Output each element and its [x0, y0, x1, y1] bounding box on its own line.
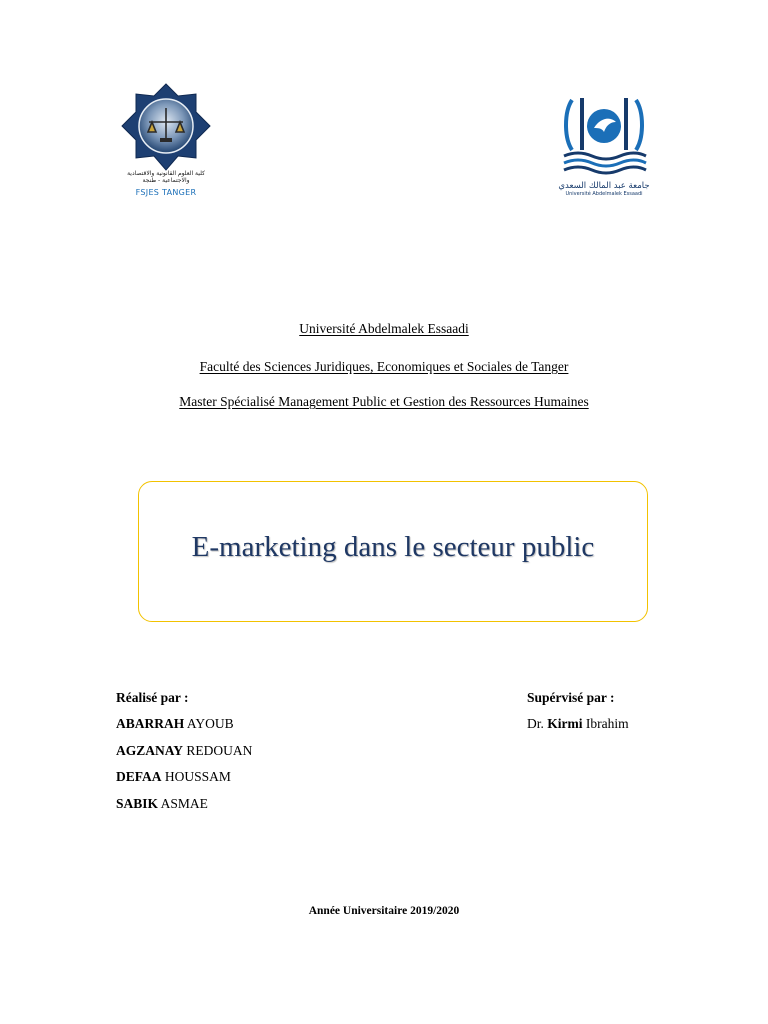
- author-last-name: SABIK: [116, 796, 159, 811]
- fsjes-arabic-line2: والاجتماعية - طنجة: [142, 177, 190, 184]
- author-last-name: AGZANAY: [116, 743, 184, 758]
- supervisor-row: [527, 716, 629, 732]
- supervisor-title: Dr.: [527, 716, 544, 731]
- author-row: [116, 716, 234, 732]
- author-first-name: AYOUB: [186, 716, 234, 731]
- document-title: E-marketing dans le secteur public: [191, 531, 595, 563]
- title-box: [138, 481, 648, 622]
- master-name: Master Spécialisé Management Public et Gestion des Ressources Humaines: [179, 394, 589, 409]
- academic-year: Année Universitaire 2019/2020: [308, 905, 460, 917]
- faculty-name: Faculté des Sciences Juridiques, Economiques et Sociales de Tanger: [199, 359, 569, 374]
- fsjes-caption: FSJES TANGER: [135, 188, 197, 197]
- fsjes-arabic-line1: كلية العلوم القانونية والاقتصادية: [127, 170, 205, 177]
- uae-caption: Université Abdelmalek Essaadi: [565, 191, 643, 197]
- author-first-name: REDOUAN: [186, 743, 253, 758]
- supervisor-last-name: Kirmi: [547, 716, 583, 731]
- author-last-name: DEFAA: [116, 769, 162, 784]
- realise-label: Réalisé par :: [116, 690, 189, 705]
- supervise-label: Supérvisé par :: [527, 690, 615, 705]
- author-row: [116, 769, 231, 785]
- uae-arabic: جامعة عبد المالك السعدي: [558, 181, 650, 191]
- university-name: Université Abdelmalek Essaadi: [299, 321, 469, 336]
- author-first-name: ASMAE: [160, 796, 208, 811]
- author-row: [116, 743, 252, 759]
- author-last-name: ABARRAH: [116, 716, 185, 731]
- author-first-name: HOUSSAM: [164, 769, 231, 784]
- supervisor-first-name: Ibrahim: [585, 716, 629, 731]
- author-row: [116, 796, 208, 812]
